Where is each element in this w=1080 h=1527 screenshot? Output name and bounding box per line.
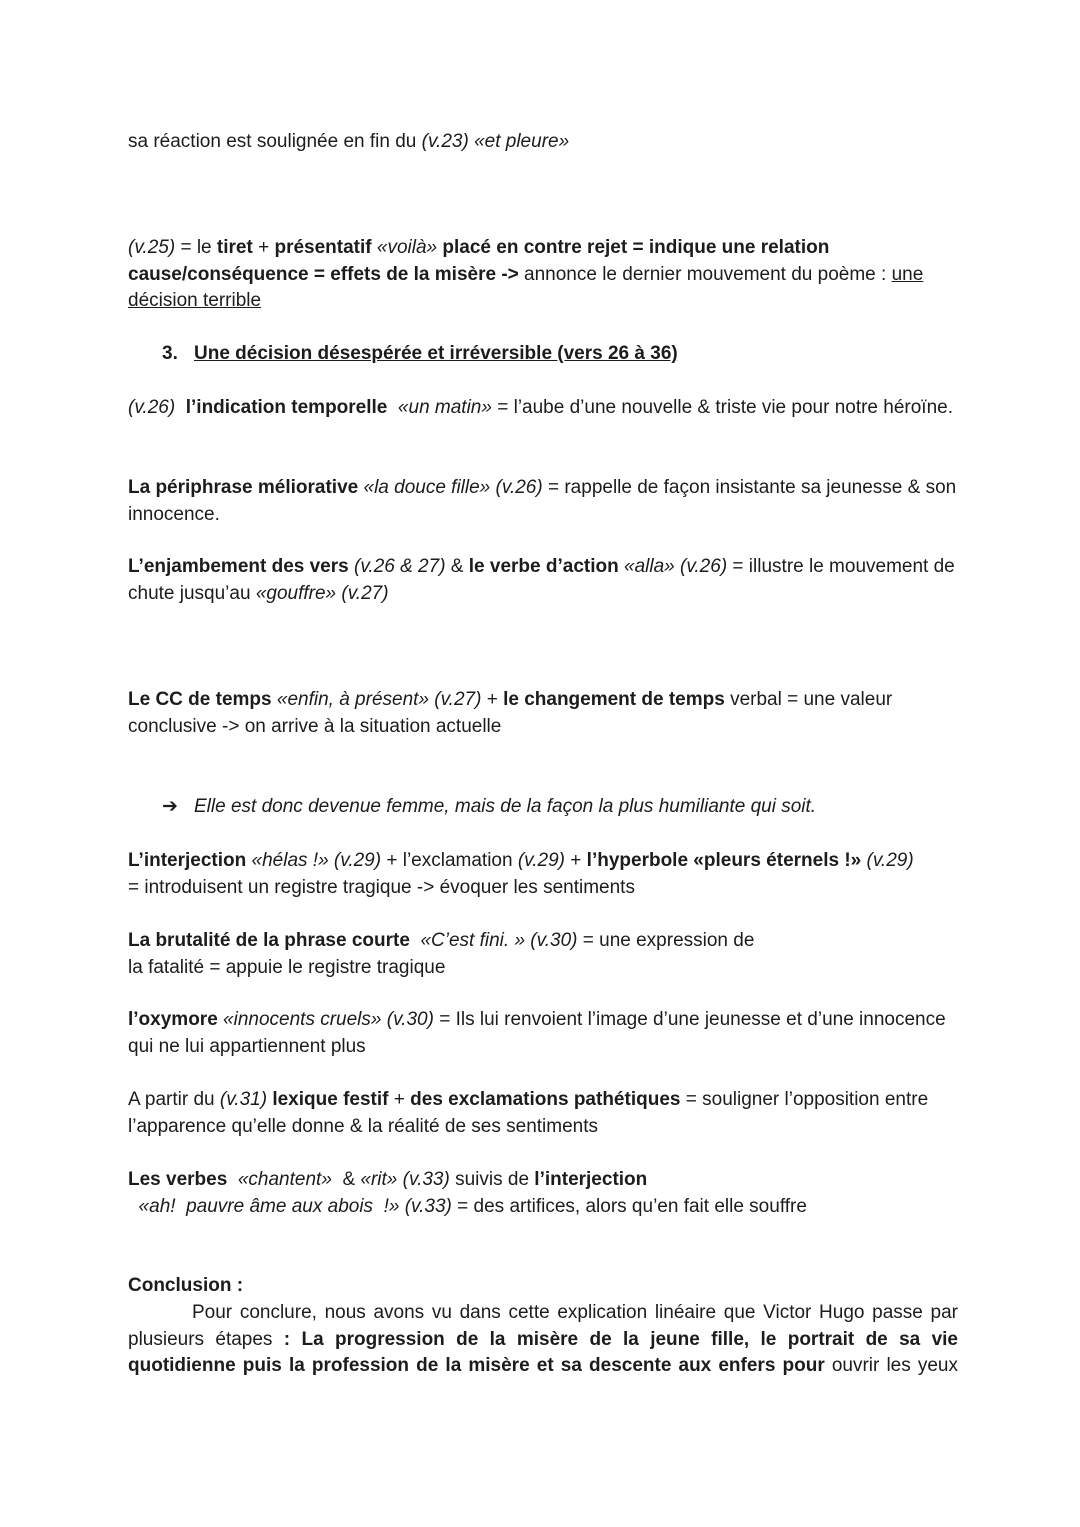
term: tiret	[216, 237, 253, 258]
section-number: 3.	[162, 343, 178, 364]
term: Le CC de temps	[128, 689, 272, 710]
text: = le	[175, 237, 217, 258]
text: = introduisent un registre tragique -> évoquer les sentiments	[128, 876, 635, 898]
term: des exclamations pathétiques	[410, 1089, 681, 1110]
text: +	[388, 1089, 411, 1110]
paragraph-enjambement	[128, 554, 958, 607]
text: verbal = une valeur conclusive -> on arrive à la situation actuelle	[128, 689, 893, 737]
text: = une expression de	[577, 930, 755, 951]
citation: «voilà»	[376, 237, 438, 258]
citation: «ah! pauvre âme aux abois !» (v.33)	[128, 1195, 452, 1217]
text: &	[445, 556, 469, 577]
text: +	[252, 237, 275, 258]
text: annonce le dernier mouvement du poème :	[518, 263, 892, 285]
paragraph-v25	[128, 235, 958, 315]
arrow-conclusion-line	[162, 794, 816, 821]
text: la fatalité = appuie le registre tragique	[128, 956, 446, 978]
citation: «enfin, à présent» (v.27)	[271, 689, 482, 710]
conclusion-title: Conclusion :	[128, 1275, 244, 1296]
paragraph-brutalite	[128, 928, 958, 981]
verse-ref: (v.25)	[128, 237, 176, 258]
section-heading-3	[162, 341, 678, 368]
paragraph-interjection	[128, 848, 958, 901]
conclusion-paragraph	[128, 1300, 958, 1380]
citation: (v.23) «et pleure»	[421, 131, 570, 152]
text: Pour conclure, nous avons vu dans cette explication linéaire que Victor Hugo passe par plusieurs étapes	[128, 1302, 958, 1350]
text: = des artifices, alors qu’en fait elle souffre	[451, 1195, 807, 1217]
paragraph-v26-time	[128, 395, 958, 422]
citation: «innocents cruels» (v.30)	[217, 1009, 434, 1030]
term: le changement de temps	[503, 689, 725, 710]
text: &	[331, 1169, 361, 1190]
citation: «gouffre» (v.27)	[255, 582, 389, 604]
term: lexique festif	[267, 1089, 389, 1110]
term: La périphrase méliorative	[128, 477, 359, 498]
term: L’interjection	[128, 850, 247, 871]
text: = souligner l’opposition entre l’apparence qu’elle donne & la réalité de ses sentiments	[128, 1089, 929, 1137]
term: l’interjection	[534, 1169, 648, 1190]
paragraph-oxymore	[128, 1007, 958, 1060]
term: placé en contre rejet = indique une relation cause/conséquence = effets de la misère ->	[128, 237, 830, 285]
text: suivis de	[449, 1169, 535, 1190]
term: La brutalité de la phrase courte	[128, 930, 410, 951]
citation: «hélas !» (v.29)	[246, 850, 382, 871]
arrow-right-icon: ➔	[162, 796, 178, 817]
text: A partir du	[128, 1089, 220, 1110]
verse-ref: (v.31)	[219, 1089, 268, 1110]
term: : La progression de la misère de la jeune fille, le portrait de sa vie quotidienne puis la profession de la misère et sa descente aux enfers pour	[128, 1328, 958, 1376]
arrow-text: Elle est donc devenue femme, mais de la façon la plus humiliante qui soit.	[194, 796, 817, 817]
paragraph-reaction	[128, 129, 958, 156]
text: = illustre le mouvement de chute jusqu’au	[128, 556, 955, 604]
text: = Ils lui renvoient l’image d’une jeunesse et d’une innocence qui ne lui appartiennent plus	[128, 1009, 946, 1057]
paragraph-cc-temps	[128, 687, 958, 740]
citation: «alla» (v.26)	[618, 556, 728, 577]
verse-ref: (v.26)	[128, 397, 176, 418]
paragraph-periphrase	[128, 475, 958, 528]
citation: «C’est fini. » (v.30)	[409, 930, 578, 951]
paragraph-verbes	[128, 1167, 958, 1220]
paragraph-lexique-festif	[128, 1087, 958, 1140]
text: +	[481, 689, 504, 710]
text: + l’exclamation	[381, 850, 518, 871]
citation: «la douce fille» (v.26)	[358, 477, 543, 498]
text: ouvrir les yeux	[824, 1355, 958, 1376]
text: = rappelle de façon insistante sa jeunesse & son innocence.	[128, 477, 957, 525]
text: = l’aube d’une nouvelle & triste vie pour notre héroïne.	[491, 397, 953, 418]
text: +	[565, 850, 587, 871]
citation: «un matin»	[387, 397, 492, 418]
citation: «rit» (v.33)	[360, 1169, 450, 1190]
term: l’oxymore	[128, 1009, 218, 1030]
term: le verbe d’action	[468, 556, 619, 577]
verse-ref: (v.26 & 27)	[348, 556, 446, 577]
term: l’indication temporelle	[175, 397, 388, 418]
term: L’enjambement des vers	[128, 556, 349, 577]
verse-ref: (v.29)	[861, 850, 914, 871]
text: sa réaction est soulignée en fin du	[128, 131, 422, 152]
citation: «chantent»	[227, 1169, 332, 1190]
section-title: Une décision désespérée et irréversible (vers 26 à 36)	[194, 343, 678, 364]
term: Les verbes	[128, 1169, 228, 1190]
term: présentatif	[274, 237, 377, 258]
underlined-text: une décision terrible	[128, 263, 924, 311]
term: l’hyperbole «pleurs éternels !»	[586, 850, 862, 871]
verse-ref: (v.29)	[517, 850, 566, 871]
